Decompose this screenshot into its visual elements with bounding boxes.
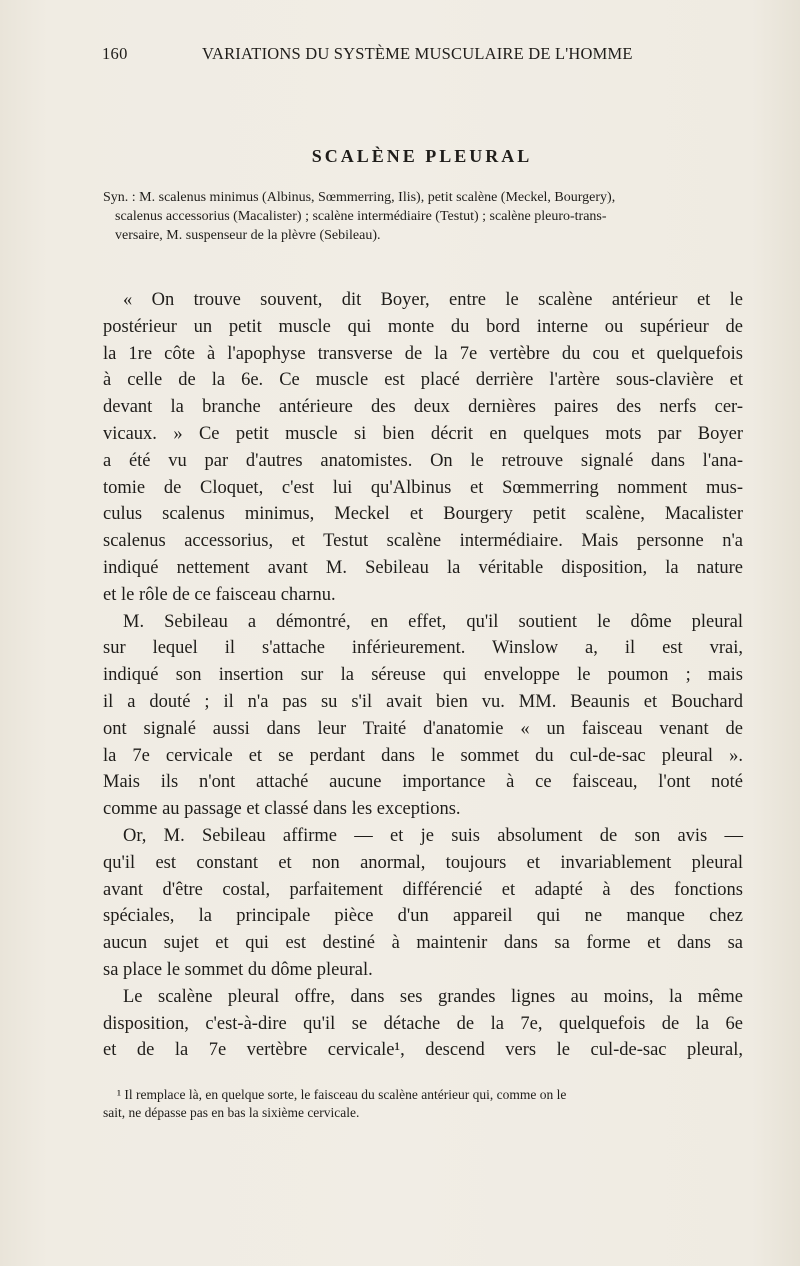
body-line: il a douté ; il n'a pas su s'il avait bien vu. MM. Beaunis et Bouchard: [103, 691, 743, 712]
body-line: aucun sujet et qui est destiné à maintenir dans sa forme et dans sa: [103, 933, 743, 954]
body-line: culus scalenus minimus, Meckel et Bourgery petit scalène, Macalister: [103, 504, 743, 525]
body-line: Or, M. Sebileau affirme — et je suis absolument de son avis —: [123, 825, 743, 846]
section-title: SCALÈNE PLEURAL: [311, 146, 533, 166]
body-line: sa place le sommet du dôme pleural.: [103, 959, 373, 980]
synonyms-line: scalenus accessorius (Macalister) ; scalène intermédiaire (Testut) ; scalène pleuro-trans-: [115, 209, 607, 224]
body-line: qu'il est constant et non anormal, toujours et invariablement pleural: [103, 852, 743, 873]
body-line: a été vu par d'autres anatomistes. On le retrouve signalé dans l'ana-: [103, 450, 743, 471]
page-number: 160: [102, 44, 128, 63]
footnote-line: ¹ Il remplace là, en quelque sorte, le faisceau du scalène antérieur qui, comme on le: [117, 1087, 567, 1102]
body-line: vicaux. » Ce petit muscle si bien décrit en quelques mots par Boyer: [103, 423, 743, 444]
body-line: scalenus accessorius, et Testut scalène intermédiaire. Mais personne n'a: [103, 531, 743, 552]
synonyms-line: Syn. : M. scalenus minimus (Albinus, Sœmmerring, Ilis), petit scalène (Meckel, Bourgery),: [103, 190, 616, 205]
footnote-block: [103, 1086, 743, 1122]
body-line: comme au passage et classé dans les exceptions.: [103, 799, 461, 820]
body-line: indiqué son insertion sur la séreuse qui enveloppe le poumon ; mais: [103, 665, 743, 686]
body-line: sur lequel il s'attache inférieurement. Winslow a, il est vrai,: [103, 638, 743, 659]
body-line: Le scalène pleural offre, dans ses grandes lignes au moins, la même: [123, 986, 743, 1007]
running-title: VARIATIONS DU SYSTÈME MUSCULAIRE DE L'HOMME: [202, 44, 633, 63]
body-line: spéciales, la principale pièce d'un appareil qui ne manque chez: [103, 906, 743, 927]
body-line: la 7e cervicale et se perdant dans le sommet du cul-de-sac pleural ».: [103, 745, 743, 766]
body-line: à celle de la 6e. Ce muscle est placé derrière l'artère sous-clavière et: [103, 370, 743, 391]
body-line: avant d'être costal, parfaitement différencié et adapté à des fonctions: [103, 879, 743, 900]
body-line: devant la branche antérieure des deux dernières paires des nerfs cer-: [103, 397, 743, 418]
body-line: postérieur un petit muscle qui monte du bord interne ou supérieur de: [103, 316, 743, 337]
body-text: [103, 287, 743, 1064]
running-head: [102, 44, 742, 68]
body-line: indiqué nettement avant M. Sebileau la véritable disposition, la nature: [103, 557, 743, 578]
synonyms-block: [103, 188, 743, 245]
body-line: « On trouve souvent, dit Boyer, entre le scalène antérieur et le: [123, 290, 743, 310]
body-line: et de la 7e vertèbre cervicale¹, descend vers le cul-de-sac pleural,: [103, 1040, 743, 1061]
body-line: disposition, c'est-à-dire qu'il se détache de la 7e, quelquefois de la 6e: [103, 1013, 743, 1034]
synonyms-line: versaire, M. suspenseur de la plèvre (Sebileau).: [115, 228, 381, 243]
body-line: tomie de Cloquet, c'est lui qu'Albinus et Sœmmerring nomment mus-: [103, 477, 743, 498]
body-line: ont signalé aussi dans leur Traité d'anatomie « un faisceau venant de: [103, 718, 743, 739]
body-line: M. Sebileau a démontré, en effet, qu'il soutient le dôme pleural: [123, 611, 743, 632]
body-line: et le rôle de ce faisceau charnu.: [103, 584, 336, 605]
footnote-line: sait, ne dépasse pas en bas la sixième cervicale.: [103, 1105, 360, 1120]
body-line: la 1re côte à l'apophyse transverse de la 7e vertèbre du cou et quelquefois: [103, 343, 743, 364]
body-line: Mais ils n'ont attaché aucune importance à ce faisceau, l'ont noté: [103, 772, 743, 793]
